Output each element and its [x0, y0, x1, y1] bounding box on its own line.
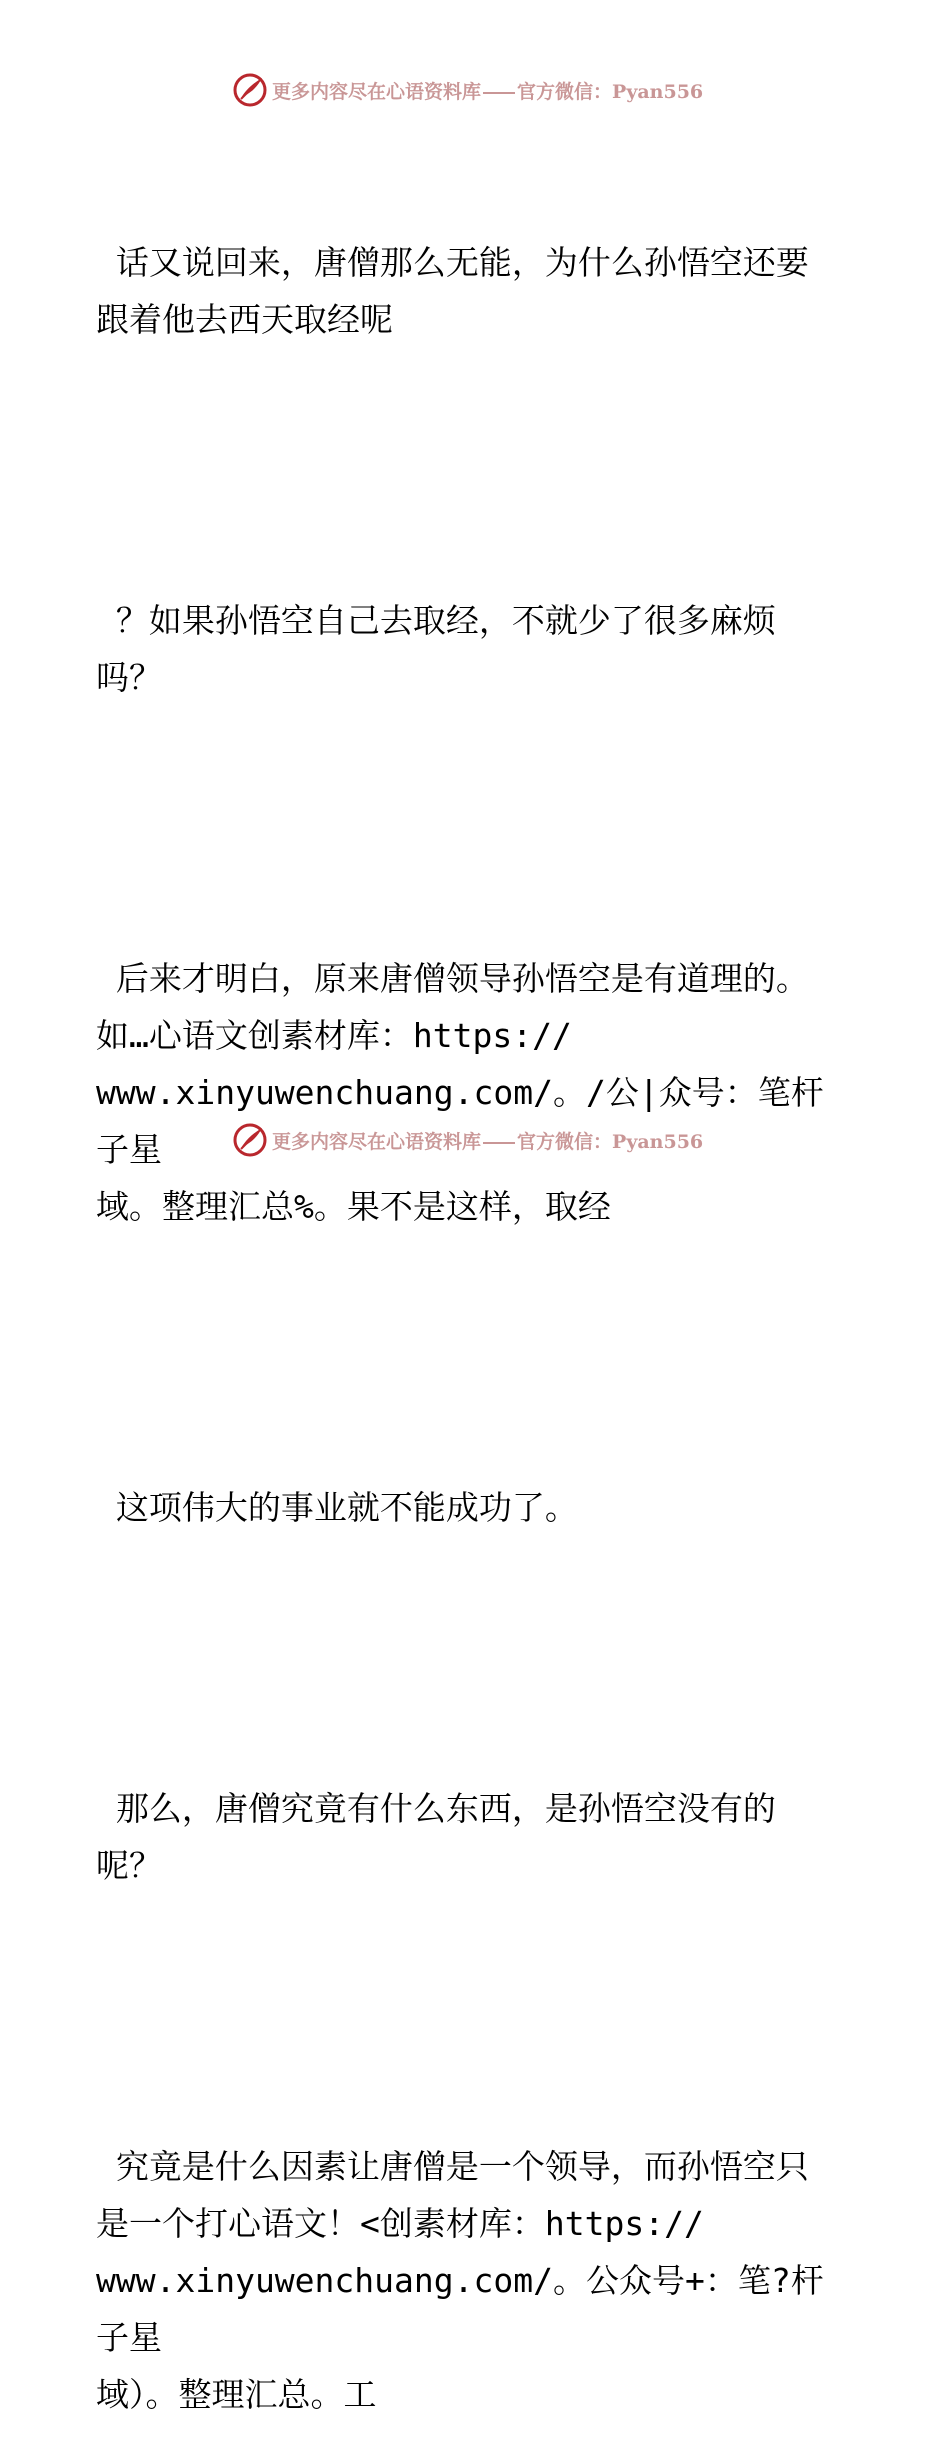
text-line: 究竟是什么因素让唐僧是一个领导，而孙悟空只 — [96, 2147, 809, 2186]
paragraph — [96, 836, 856, 1349]
body-text — [96, 120, 856, 2460]
footer-banner — [232, 1120, 712, 1160]
header-banner — [232, 70, 712, 110]
paragraph — [96, 1365, 856, 1650]
text-line: 这项伟大的事业就不能成功了。 — [96, 1488, 578, 1527]
footer-brand: 更多内容尽在心语资料库 — [272, 1130, 482, 1153]
paragraph — [96, 120, 856, 462]
header-dash — [483, 92, 515, 94]
text-line: 跟着他去西天取经呢 — [96, 300, 393, 339]
quill-logo-icon — [232, 72, 268, 108]
text-line: 后来才明白，原来唐僧领导孙悟空是有道理的。 — [96, 959, 809, 998]
text-line: 话又说回来，唐僧那么无能，为什么孙悟空还要 — [96, 243, 809, 282]
text-line: 域。整理汇总%。果不是这样，取经 — [96, 1187, 611, 1226]
text-line: 那么，唐僧究竟有什么东西，是孙悟空没有的 — [96, 1789, 776, 1828]
paragraph — [96, 2024, 856, 2460]
text-line: 呢？ — [96, 1846, 162, 1885]
header-wechat-id: Pyan556 — [612, 80, 704, 103]
header-wechat-label: 官方微信： — [517, 80, 613, 103]
text-line: www.xinyuwenchuang.com/。/公|众号：笔杆子星 — [96, 1073, 824, 1169]
text-line: 吗？ — [96, 658, 162, 697]
text-line: 是一个打心语文！<创素材库：https:// — [96, 2204, 704, 2243]
footer-wechat-label: 官方微信： — [517, 1130, 613, 1153]
quill-logo-icon — [232, 1122, 268, 1158]
paragraph — [96, 478, 856, 820]
text-line: www.xinyuwenchuang.com/。公众号+：笔?杆子星 — [96, 2261, 824, 2357]
footer-wechat-id: Pyan556 — [612, 1130, 704, 1153]
text-line: 如…心语文创素材库：https:// — [96, 1016, 572, 1055]
text-line: ？如果孙悟空自己去取经，不就少了很多麻烦 — [96, 601, 776, 640]
text-line: 域）。整理汇总。工 — [96, 2375, 377, 2414]
header-banner-text — [272, 77, 703, 104]
header-brand: 更多内容尽在心语资料库 — [272, 80, 482, 103]
footer-dash — [483, 1142, 515, 1144]
footer-banner-text — [272, 1127, 703, 1154]
paragraph — [96, 1666, 856, 2008]
